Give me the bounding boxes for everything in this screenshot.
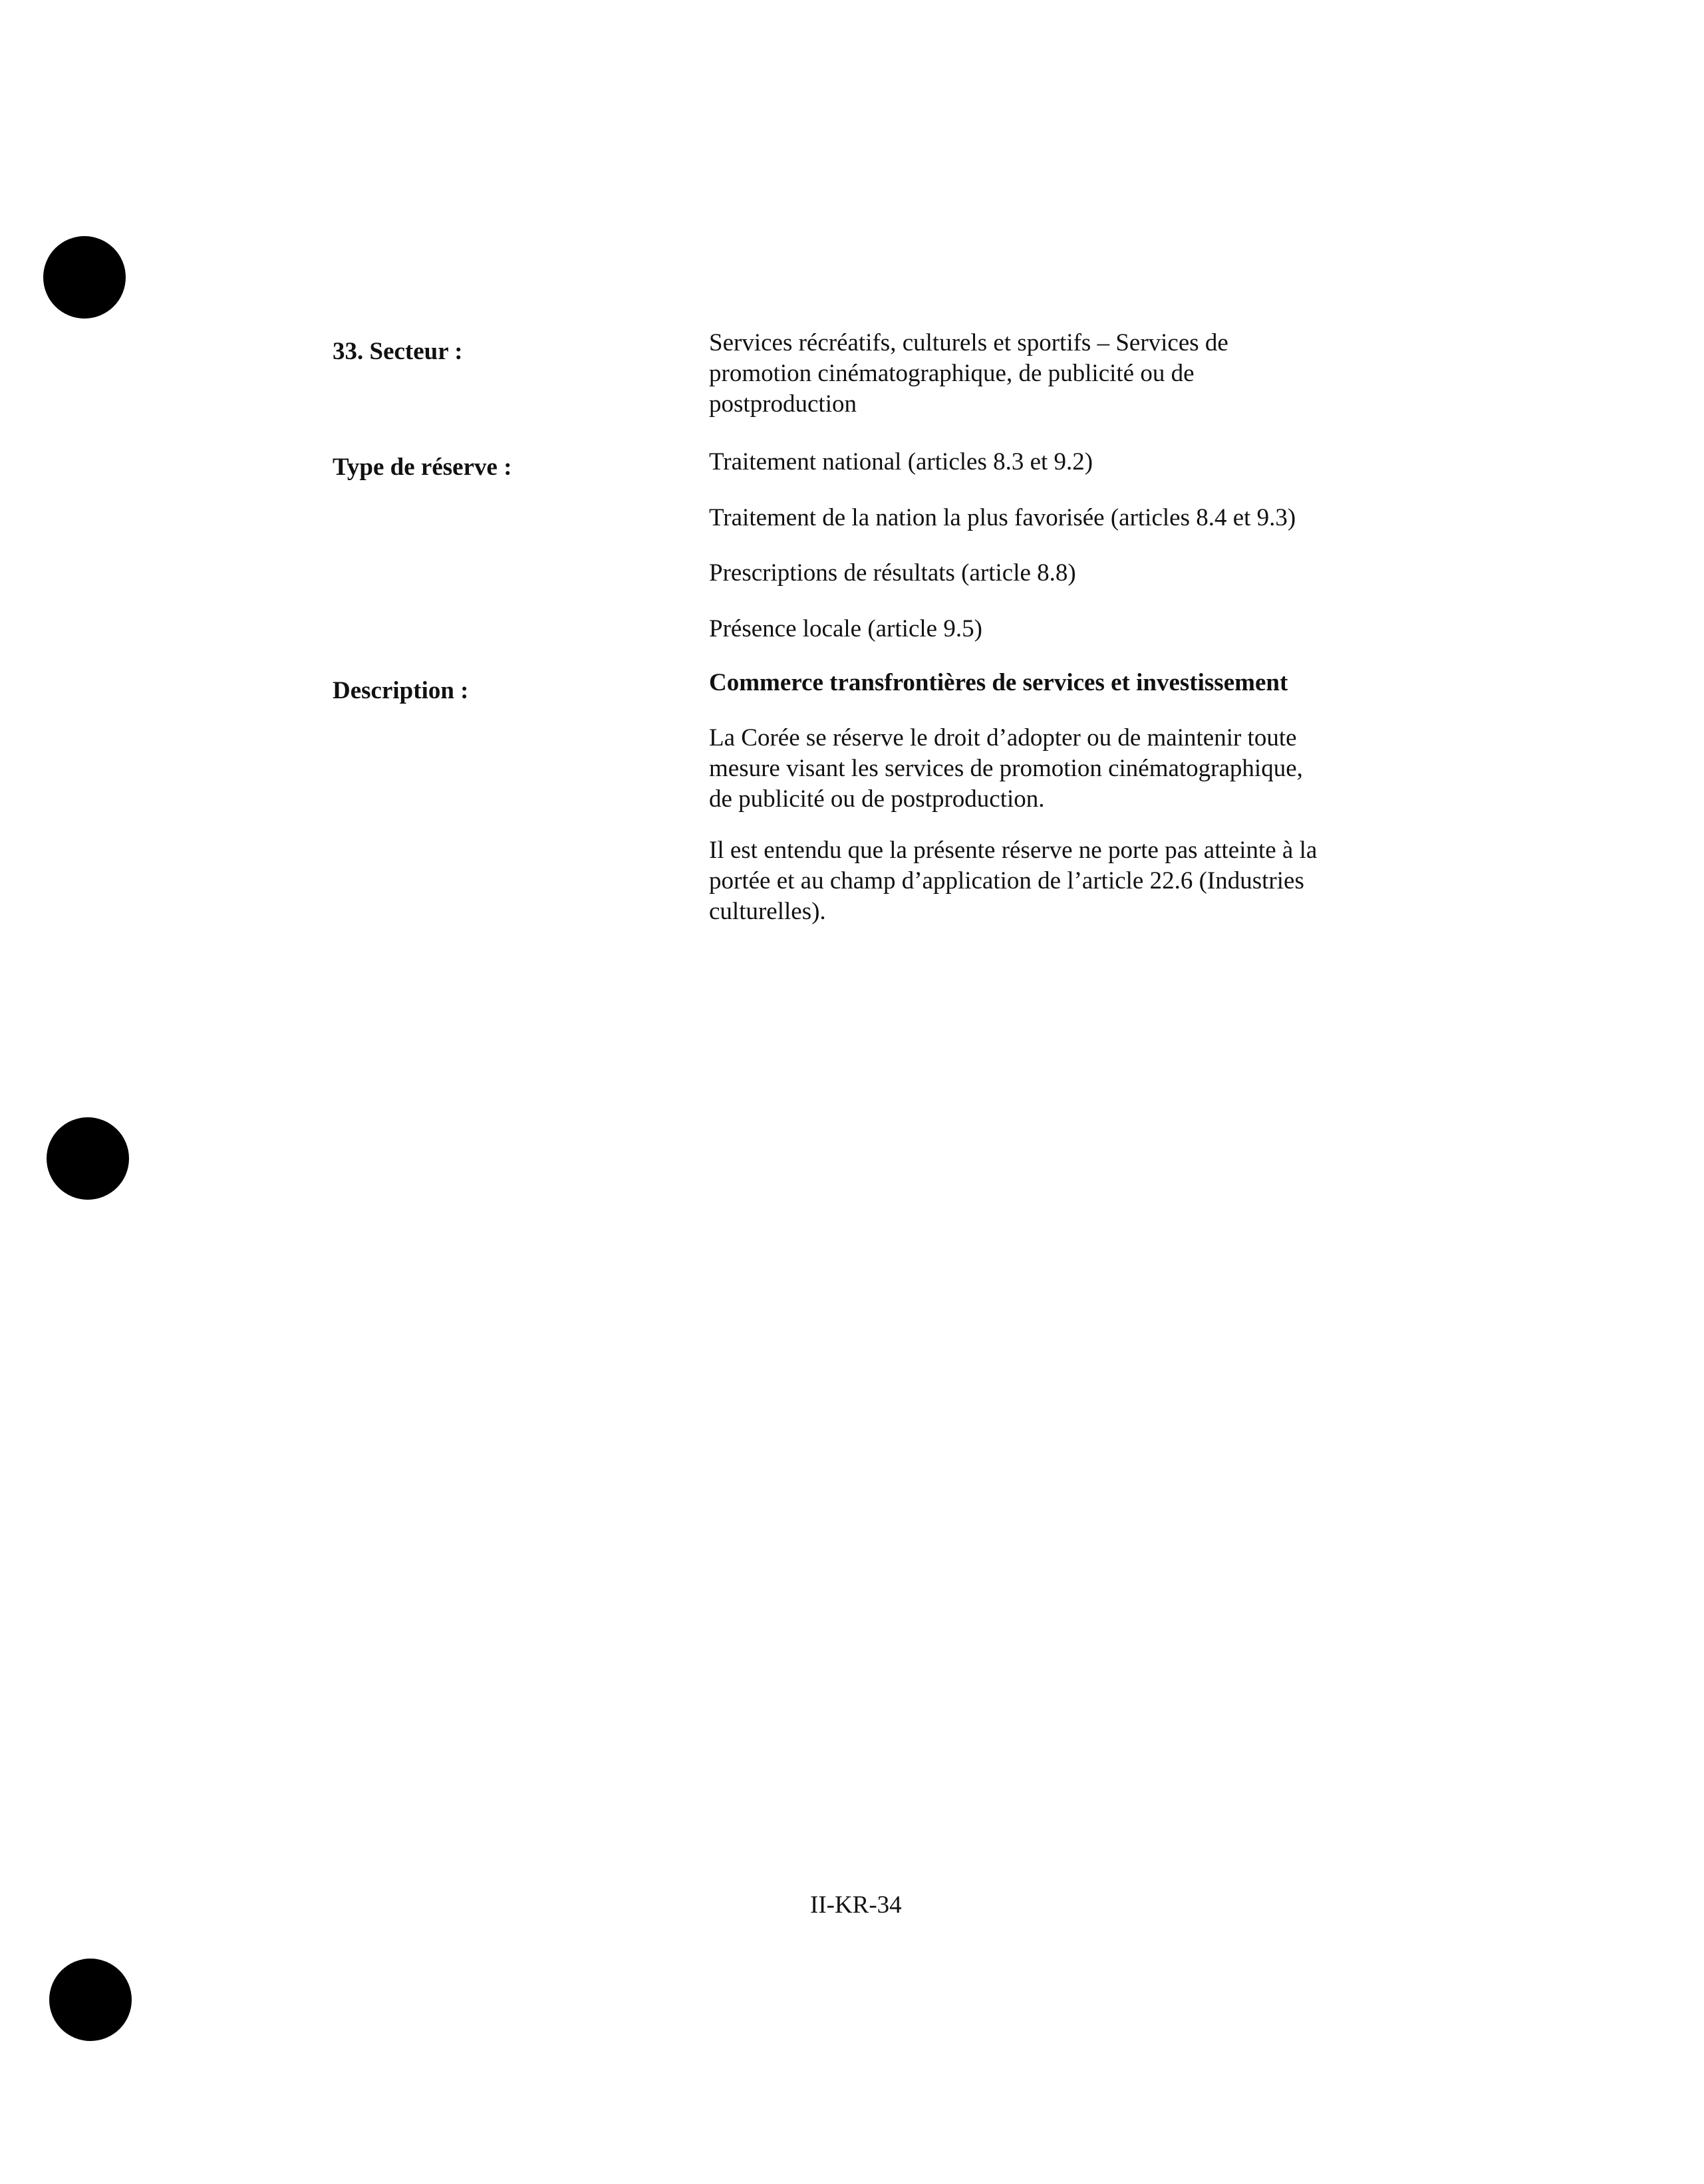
description-line: Il est entendu que la présente réserve ne porte pas atteinte à la	[709, 837, 1318, 864]
sector-value-line: postproduction	[709, 390, 857, 418]
punch-hole-top	[43, 236, 126, 319]
description-heading: Commerce transfrontières de services et investissement	[709, 669, 1288, 696]
description-paragraph	[709, 723, 1387, 815]
sector-value-line: promotion cinématographique, de publicité ou de	[709, 360, 1195, 387]
punch-hole-bottom	[49, 1959, 132, 2041]
description-paragraph	[709, 835, 1387, 927]
reservation-type-item: Traitement national (articles 8.3 et 9.2)	[709, 448, 1093, 476]
punch-hole-middle	[47, 1117, 129, 1200]
page-number: II-KR-34	[810, 1891, 902, 1919]
description-line: de publicité ou de postproduction.	[709, 785, 1045, 813]
description-line: mesure visant les services de promotion cinématographique,	[709, 755, 1303, 782]
description-line: La Corée se réserve le droit d’adopter ou de maintenir toute	[709, 724, 1297, 751]
reservation-type-item: Prescriptions de résultats (article 8.8)	[709, 559, 1076, 587]
reservation-type-item: Traitement de la nation la plus favorisée (articles 8.4 et 9.3)	[709, 504, 1296, 531]
sector-value	[709, 328, 1387, 420]
sector-value-line: Services récréatifs, culturels et sportifs – Services de	[709, 329, 1228, 356]
description-line: portée et au champ d’application de l’article 22.6 (Industries	[709, 867, 1304, 894]
description-line: culturelles).	[709, 898, 826, 925]
sector-label: 33. Secteur :	[333, 338, 463, 365]
reservation-type-label: Type de réserve :	[333, 454, 512, 481]
reservation-type-item: Présence locale (article 9.5)	[709, 615, 982, 642]
description-label: Description :	[333, 677, 469, 704]
